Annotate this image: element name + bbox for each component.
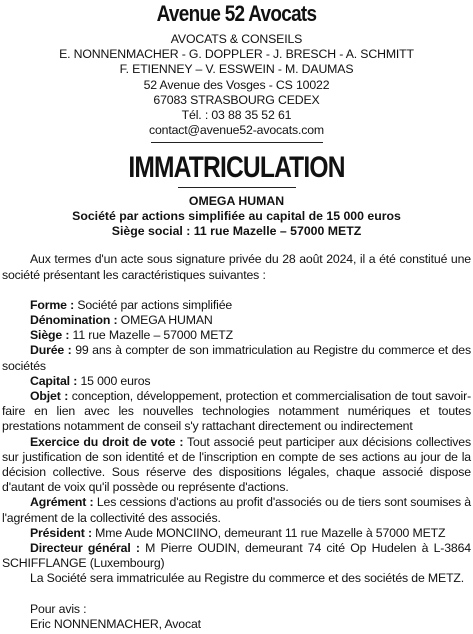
field-objet bbox=[2, 389, 471, 435]
signature-line: Eric NONNENMACHER, Avocat bbox=[30, 616, 201, 631]
field-label: Siège : bbox=[30, 328, 70, 343]
field-label: Exercice du droit de vote : bbox=[30, 434, 184, 449]
field-denomination bbox=[2, 313, 471, 328]
header-divider bbox=[151, 142, 323, 143]
field-label: Objet : bbox=[30, 389, 69, 404]
field-capital bbox=[2, 374, 471, 389]
field-label: Capital : bbox=[30, 373, 78, 388]
field-value: Mme Aude MONCIINO, demeurant 11 rue Mazelle à 57000 METZ bbox=[91, 525, 446, 540]
field-directeur-general bbox=[2, 541, 471, 571]
title-divider bbox=[178, 187, 296, 188]
field-value: OMEGA HUMAN bbox=[117, 313, 213, 328]
firm-city: 67083 STRASBOURG CEDEX bbox=[153, 92, 320, 107]
field-label: Dénomination : bbox=[30, 313, 118, 328]
closing-line: Pour avis : bbox=[30, 601, 87, 616]
firm-partners-1: E. NONNENMACHER - G. DOPPLER - J. BRESCH - A. SCHMITT bbox=[59, 47, 414, 62]
spacer bbox=[2, 587, 471, 602]
field-label: Agrément : bbox=[30, 495, 94, 510]
field-label: Président : bbox=[30, 525, 92, 540]
field-duree bbox=[2, 343, 471, 373]
field-value: 11 rue Mazelle – 57000 METZ bbox=[69, 328, 233, 343]
field-forme bbox=[2, 298, 471, 313]
field-droit-de-vote bbox=[2, 435, 471, 496]
field-value: 99 ans à compter de son immatriculation au Registre du commerce et des sociétés bbox=[2, 343, 471, 373]
field-agrement bbox=[2, 495, 471, 525]
company-name: OMEGA HUMAN bbox=[188, 194, 285, 209]
notice-body bbox=[2, 252, 471, 632]
firm-street: 52 Avenue des Vosges - CS 10022 bbox=[143, 77, 330, 92]
registration-paragraph: La Société sera immatriculée au Registre du commerce et des sociétés de METZ. bbox=[30, 571, 465, 586]
field-value: M Pierre OUDIN, demeurant 74 cité Op Hudelen à L-3864 SCHIFFLANGE (Luxembourg) bbox=[2, 541, 471, 571]
field-value: Tout associé peut participer aux décisions collectives sur justification de son identité et de l'inscription en compte de ses actions au jour de la décision collective. Sous réserve des dispositions légales, chaque associé dispose d'autant de voix qu'il possède ou représente d'actions. bbox=[2, 434, 471, 495]
firm-phone: Tél. : 03 88 35 52 61 bbox=[181, 108, 292, 123]
notice-title: IMMATRICULATION bbox=[128, 151, 345, 185]
firm-tagline: AVOCATS & CONSEILS bbox=[170, 32, 303, 46]
field-value: Les cessions d'actions au profit d'associés ou de tiers sont soumises à l'agrément de la collectivité des associés. bbox=[2, 495, 471, 525]
company-type: Société par actions simplifiée au capital de 15 000 euros bbox=[72, 209, 401, 224]
firm-email: contact@avenue52-avocats.com bbox=[148, 123, 325, 138]
legal-notice bbox=[0, 1, 473, 634]
firm-details bbox=[2, 32, 471, 138]
intro-paragraph: Aux termes d'un acte sous signature privée du 28 août 2024, il a été constitué une société présentant les caractéristiques suivantes : bbox=[2, 252, 471, 282]
field-value: 15 000 euros bbox=[77, 373, 151, 388]
field-president bbox=[2, 526, 471, 541]
field-value: conception, développement, protection et commercialisation de tout savoir-faire en lien avec les nouvelles technologies notamment numériques et toutes prestations notamment de conseil s'y rattachant directement ou indirectement bbox=[2, 389, 472, 434]
field-label: Directeur général : bbox=[30, 541, 140, 556]
company-seat: Siège social : 11 rue Mazelle – 57000 METZ bbox=[111, 224, 362, 239]
field-siege bbox=[2, 328, 471, 343]
field-value: Société par actions simplifiée bbox=[74, 297, 233, 312]
firm-name: Avenue 52 Avocats bbox=[156, 1, 317, 26]
field-label: Forme : bbox=[30, 297, 75, 312]
field-label: Durée : bbox=[30, 343, 72, 358]
spacer bbox=[2, 283, 471, 298]
firm-partners-2: F. ETIENNEY – V. ESSWEIN - M. DAUMAS bbox=[119, 62, 354, 77]
